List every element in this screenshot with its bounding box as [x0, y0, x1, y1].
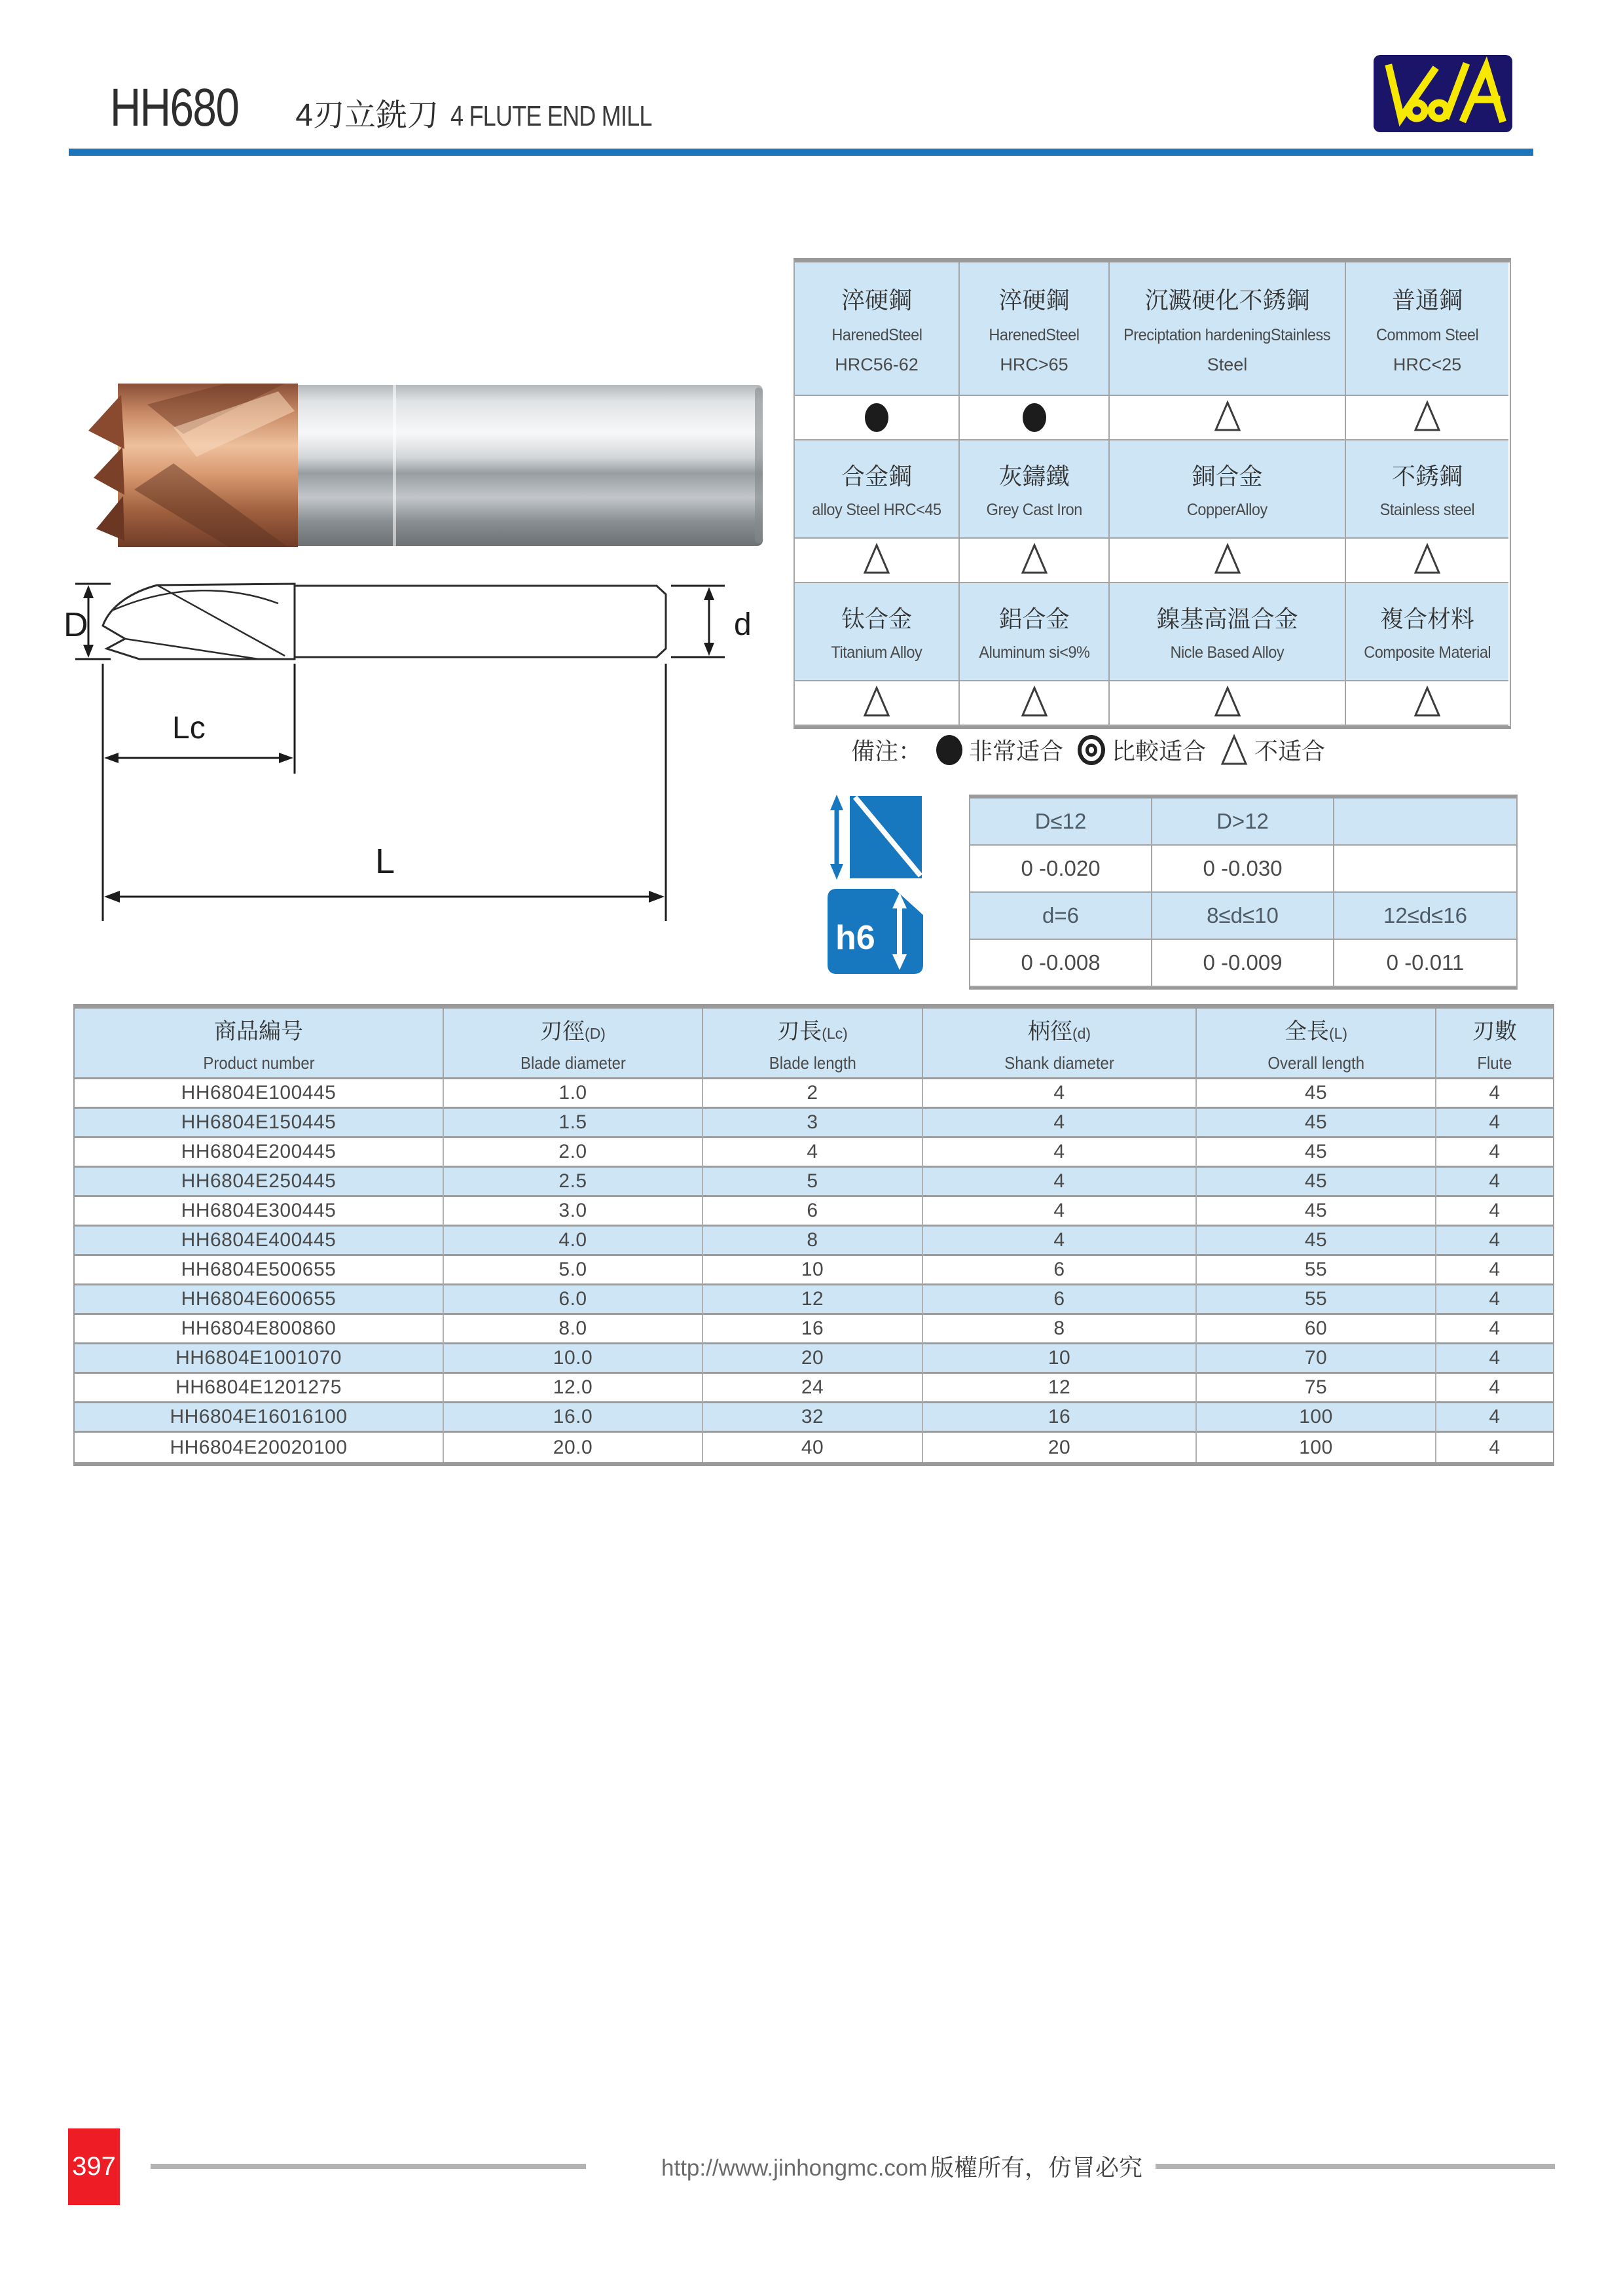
material-rating-cell: [1110, 539, 1346, 583]
value-cell: 4: [1436, 1138, 1553, 1168]
value-cell: 70: [1197, 1344, 1436, 1374]
product-number-cell: HH6804E250445: [75, 1168, 444, 1197]
table-row: [75, 1138, 1553, 1168]
column-header-en: Shank diameter: [1004, 1052, 1114, 1073]
material-header-cell: [960, 262, 1110, 396]
material-name-cn: 灰鑄鐵: [998, 462, 1070, 490]
value-cell: 4: [1436, 1403, 1553, 1433]
column-header-unit: (L): [1328, 1024, 1348, 1042]
product-number-cell: HH6804E16016100: [75, 1403, 444, 1433]
column-header: [444, 1009, 703, 1079]
material-spec: HRC>65: [1000, 355, 1068, 375]
column-header-cn-text: 刃數: [1472, 1018, 1517, 1044]
table-row: [75, 1433, 1553, 1462]
material-name-en: Commom Steel: [1376, 325, 1479, 344]
material-name-cn: 鋁合金: [998, 605, 1070, 632]
header-rule: [69, 149, 1533, 156]
material-rating-cell: [795, 396, 960, 440]
value-cell: 4: [1436, 1315, 1553, 1344]
material-header-cell: [1346, 583, 1508, 681]
value-cell: 4: [1436, 1079, 1553, 1109]
value-cell: 5.0: [444, 1256, 703, 1285]
h6-label: h6: [835, 919, 875, 957]
legend-text: 非常适合: [969, 738, 1064, 764]
table-row: [75, 1168, 1553, 1197]
value-cell: 4: [1436, 1256, 1553, 1285]
rating-unsuitable-icon: [863, 685, 890, 721]
material-rating-cell: [795, 539, 960, 583]
column-header-en: Blade diameter: [520, 1052, 626, 1073]
material-header-cell: [1110, 440, 1346, 539]
tolerance-cell: 0 -0.009: [1152, 940, 1334, 987]
column-header-cn-text: 商品編号: [214, 1018, 303, 1044]
table-row: [75, 1256, 1553, 1285]
rating-good-icon: [1078, 735, 1105, 765]
value-cell: 20: [923, 1433, 1197, 1462]
diameter-tolerance-icon: [826, 793, 924, 881]
material-name-cn: 不銹鋼: [1391, 462, 1463, 490]
column-header-en: Product number: [202, 1052, 315, 1073]
material-spec: Steel: [1207, 355, 1248, 375]
legend-item-excellent: [936, 733, 1063, 766]
value-cell: 2: [703, 1079, 923, 1109]
value-cell: 55: [1197, 1256, 1436, 1285]
value-cell: 4: [923, 1227, 1197, 1256]
material-rating-cell: [1110, 681, 1346, 726]
tolerance-cell: [1334, 846, 1516, 893]
tolerance-cell: D>12: [1152, 798, 1334, 846]
material-name-en: alloy Steel HRC<45: [812, 501, 941, 520]
page-header: [110, 77, 696, 139]
product-number-cell: HH6804E600655: [75, 1285, 444, 1315]
material-name-cn: 淬硬鋼: [841, 286, 912, 314]
label-d: d: [734, 607, 752, 642]
material-rating-cell: [960, 539, 1110, 583]
material-header-cell: [1110, 583, 1346, 681]
value-cell: 45: [1197, 1079, 1436, 1109]
tolerance-cell: 0 -0.008: [970, 940, 1152, 987]
label-L: L: [375, 842, 395, 881]
shank-tolerance-icon: [826, 888, 924, 975]
value-cell: 4: [923, 1079, 1197, 1109]
product-number-cell: HH6804E500655: [75, 1256, 444, 1285]
footer-url: http://www.jinhongmc.com: [661, 2155, 928, 2181]
value-cell: 4: [923, 1168, 1197, 1197]
product-number-cell: HH6804E800860: [75, 1315, 444, 1344]
rating-excellent-icon: [1023, 403, 1046, 432]
rating-unsuitable-icon: [1413, 400, 1441, 436]
tolerance-cell: [1334, 798, 1516, 846]
footer-notice: 版權所有，仿冒必究: [930, 2154, 1143, 2181]
footer-copyright: [661, 2149, 1143, 2183]
value-cell: 16.0: [444, 1403, 703, 1433]
material-name-en: Stainless steel: [1379, 501, 1475, 520]
value-cell: 4: [1436, 1285, 1553, 1315]
value-cell: 5: [703, 1168, 923, 1197]
tolerance-cell: d=6: [970, 893, 1152, 940]
rating-unsuitable-icon: [1214, 685, 1241, 721]
material-name-cn: 合金鋼: [841, 462, 912, 490]
product-number-cell: HH6804E150445: [75, 1109, 444, 1138]
table-row: [75, 1197, 1553, 1227]
product-number-cell: HH6804E1001070: [75, 1344, 444, 1374]
value-cell: 45: [1197, 1138, 1436, 1168]
material-name-en: Grey Cast Iron: [986, 501, 1082, 520]
rating-unsuitable-icon: [1214, 543, 1241, 579]
value-cell: 4: [1436, 1109, 1553, 1138]
material-rating-cell: [1110, 396, 1346, 440]
column-header-unit: (D): [585, 1024, 606, 1042]
material-header-row: [795, 583, 1510, 681]
value-cell: 1.5: [444, 1109, 703, 1138]
material-name-en: Aluminum si<9%: [978, 643, 1090, 662]
value-cell: 4: [1436, 1374, 1553, 1403]
value-cell: 4: [1436, 1227, 1553, 1256]
column-header: [1436, 1009, 1553, 1079]
material-name-cn: 钛合金: [841, 605, 912, 632]
material-spec: HRC<25: [1393, 355, 1462, 375]
label-D: D: [64, 606, 88, 644]
column-header-cn: [1472, 1013, 1517, 1045]
column-header-unit: (Lc): [822, 1024, 848, 1042]
column-header: [1197, 1009, 1436, 1079]
column-header-en: Blade length: [769, 1052, 856, 1073]
material-rating-cell: [1346, 539, 1508, 583]
product-number-cell: HH6804E400445: [75, 1227, 444, 1256]
footer-rule-right: [1156, 2164, 1555, 2169]
material-header-row: [795, 440, 1510, 539]
tolerance-row: [970, 846, 1516, 893]
rating-unsuitable-icon: [1413, 543, 1441, 579]
column-header-cn-text: 刃長: [777, 1018, 822, 1044]
column-header: [75, 1009, 444, 1079]
value-cell: 20: [703, 1344, 923, 1374]
column-header-cn-text: 柄徑: [1027, 1018, 1072, 1044]
table-row: [75, 1285, 1553, 1315]
tolerance-table: [969, 795, 1518, 990]
tolerance-cell: 8≤d≤10: [1152, 893, 1334, 940]
column-header-cn: [777, 1013, 848, 1045]
value-cell: 45: [1197, 1109, 1436, 1138]
table-row: [75, 1315, 1553, 1344]
column-header-cn: [214, 1013, 303, 1045]
value-cell: 6: [923, 1256, 1197, 1285]
material-name-cn: 沉澱硬化不銹鋼: [1144, 286, 1310, 314]
column-header-en: Overall length: [1267, 1052, 1364, 1073]
material-rating-cell: [795, 681, 960, 726]
material-name-en: HarenedSteel: [989, 325, 1080, 344]
rating-excellent-icon: [936, 735, 962, 765]
value-cell: 2.5: [444, 1168, 703, 1197]
value-cell: 75: [1197, 1374, 1436, 1403]
table-row: [75, 1109, 1553, 1138]
material-symbol-row: [795, 681, 1510, 726]
value-cell: 12.0: [444, 1374, 703, 1403]
value-cell: 40: [703, 1433, 923, 1462]
subtitle: [295, 90, 696, 135]
rating-unsuitable-icon: [1413, 685, 1441, 721]
material-symbol-row: [795, 396, 1510, 440]
rating-unsuitable-icon: [863, 543, 890, 579]
label-Lc: Lc: [172, 711, 206, 745]
value-cell: 20.0: [444, 1433, 703, 1462]
value-cell: 12: [923, 1374, 1197, 1403]
value-cell: 6.0: [444, 1285, 703, 1315]
material-name-en: Titanium Alloy: [831, 643, 922, 662]
material-name-en: HarenedSteel: [831, 325, 922, 344]
tolerance-cell: D≤12: [970, 798, 1152, 846]
product-number-cell: HH6804E300445: [75, 1197, 444, 1227]
value-cell: 8: [703, 1227, 923, 1256]
material-name-cn: 鎳基高溫合金: [1156, 605, 1298, 632]
table-row: [75, 1079, 1553, 1109]
legend-text: 不适合: [1254, 738, 1326, 764]
column-header: [923, 1009, 1197, 1079]
value-cell: 45: [1197, 1227, 1436, 1256]
value-cell: 6: [703, 1197, 923, 1227]
value-cell: 4: [1436, 1197, 1553, 1227]
value-cell: 4: [1436, 1344, 1553, 1374]
footer-rule-left: [151, 2164, 586, 2169]
value-cell: 1.0: [444, 1079, 703, 1109]
value-cell: 4: [1436, 1433, 1553, 1462]
material-name-en: Preciptation hardeningStainless: [1123, 325, 1331, 344]
model-title: HH680: [110, 78, 239, 137]
page-number-badge: 397: [68, 2128, 120, 2205]
value-cell: 16: [703, 1315, 923, 1344]
material-name-cn: 普通鋼: [1391, 286, 1463, 314]
value-cell: 6: [923, 1285, 1197, 1315]
material-name-cn: 銅合金: [1192, 462, 1263, 490]
rating-unsuitable-icon: [1220, 734, 1248, 766]
value-cell: 10.0: [444, 1344, 703, 1374]
subtitle-en: 4 FLUTE END MILL: [450, 100, 652, 132]
tolerance-row: [970, 798, 1516, 846]
value-cell: 55: [1197, 1285, 1436, 1315]
rating-unsuitable-icon: [1214, 400, 1241, 436]
brand-logo-icon: [1374, 55, 1512, 132]
rating-excellent-icon: [865, 403, 888, 432]
material-rating-cell: [960, 681, 1110, 726]
value-cell: 45: [1197, 1197, 1436, 1227]
tolerance-cell: 0 -0.011: [1334, 940, 1516, 987]
tolerance-cell: 12≤d≤16: [1334, 893, 1516, 940]
value-cell: 100: [1197, 1433, 1436, 1462]
value-cell: 100: [1197, 1403, 1436, 1433]
product-table-header: [75, 1009, 1553, 1079]
value-cell: 4.0: [444, 1227, 703, 1256]
material-name-en: CopperAlloy: [1187, 501, 1267, 520]
material-header-cell: [1346, 262, 1508, 396]
material-spec: HRC56-62: [835, 355, 919, 375]
endmill-photo: [62, 365, 771, 565]
product-table: [73, 1004, 1554, 1466]
material-rating-cell: [1346, 396, 1508, 440]
material-header-cell: [795, 583, 960, 681]
product-number-cell: HH6804E100445: [75, 1079, 444, 1109]
product-number-cell: HH6804E1201275: [75, 1374, 444, 1403]
column-header: [703, 1009, 923, 1079]
value-cell: 4: [1436, 1168, 1553, 1197]
tolerance-row: [970, 940, 1516, 987]
table-row: [75, 1227, 1553, 1256]
tolerance-row: [970, 893, 1516, 940]
column-header-cn-text: 全長: [1284, 1018, 1329, 1044]
value-cell: 4: [923, 1138, 1197, 1168]
value-cell: 8: [923, 1315, 1197, 1344]
value-cell: 10: [923, 1344, 1197, 1374]
material-header-cell: [1346, 440, 1508, 539]
dimension-diagram: [62, 564, 776, 931]
table-row: [75, 1374, 1553, 1403]
material-table: [793, 258, 1511, 729]
material-rating-cell: [1346, 681, 1508, 726]
value-cell: 8.0: [444, 1315, 703, 1344]
legend-text: 比較适合: [1112, 738, 1207, 764]
value-cell: 16: [923, 1403, 1197, 1433]
value-cell: 10: [703, 1256, 923, 1285]
value-cell: 3: [703, 1109, 923, 1138]
value-cell: 4: [703, 1138, 923, 1168]
value-cell: 60: [1197, 1315, 1436, 1344]
legend-item-unsuitable: [1220, 733, 1325, 766]
value-cell: 45: [1197, 1168, 1436, 1197]
value-cell: 4: [923, 1109, 1197, 1138]
material-header-cell: [1110, 262, 1346, 396]
material-symbol-row: [795, 539, 1510, 583]
column-header-cn: [540, 1013, 606, 1045]
column-header-cn-text: 刃徑: [540, 1018, 585, 1044]
rating-unsuitable-icon: [1021, 543, 1048, 579]
value-cell: 24: [703, 1374, 923, 1403]
value-cell: 3.0: [444, 1197, 703, 1227]
column-header-cn: [1028, 1013, 1091, 1045]
column-header-unit: (d): [1072, 1024, 1091, 1042]
value-cell: 2.0: [444, 1138, 703, 1168]
table-row: [75, 1344, 1553, 1374]
material-name-en: Composite Material: [1364, 643, 1491, 662]
material-header-row: [795, 262, 1510, 396]
subtitle-cn: 4刃立銑刀: [295, 98, 439, 133]
product-number-cell: HH6804E200445: [75, 1138, 444, 1168]
material-name-cn: 複合材料: [1379, 605, 1474, 632]
tolerance-cell: 0 -0.020: [970, 846, 1152, 893]
product-number-cell: HH6804E20020100: [75, 1433, 444, 1462]
column-header-cn: [1285, 1013, 1347, 1045]
value-cell: 12: [703, 1285, 923, 1315]
material-header-cell: [960, 440, 1110, 539]
material-rating-cell: [960, 396, 1110, 440]
tolerance-cell: 0 -0.030: [1152, 846, 1334, 893]
column-header-en: Flute: [1477, 1052, 1512, 1073]
legend-item-good: [1078, 733, 1206, 766]
material-name-en: Nicle Based Alloy: [1170, 643, 1285, 662]
value-cell: 4: [923, 1197, 1197, 1227]
value-cell: 32: [703, 1403, 923, 1433]
legend-label: 備注：: [851, 738, 922, 764]
material-header-cell: [960, 583, 1110, 681]
table-row: [75, 1403, 1553, 1433]
material-header-cell: [795, 440, 960, 539]
rating-legend: [851, 733, 1325, 766]
rating-unsuitable-icon: [1021, 685, 1048, 721]
material-name-cn: 淬硬鋼: [998, 286, 1070, 314]
material-header-cell: [795, 262, 960, 396]
